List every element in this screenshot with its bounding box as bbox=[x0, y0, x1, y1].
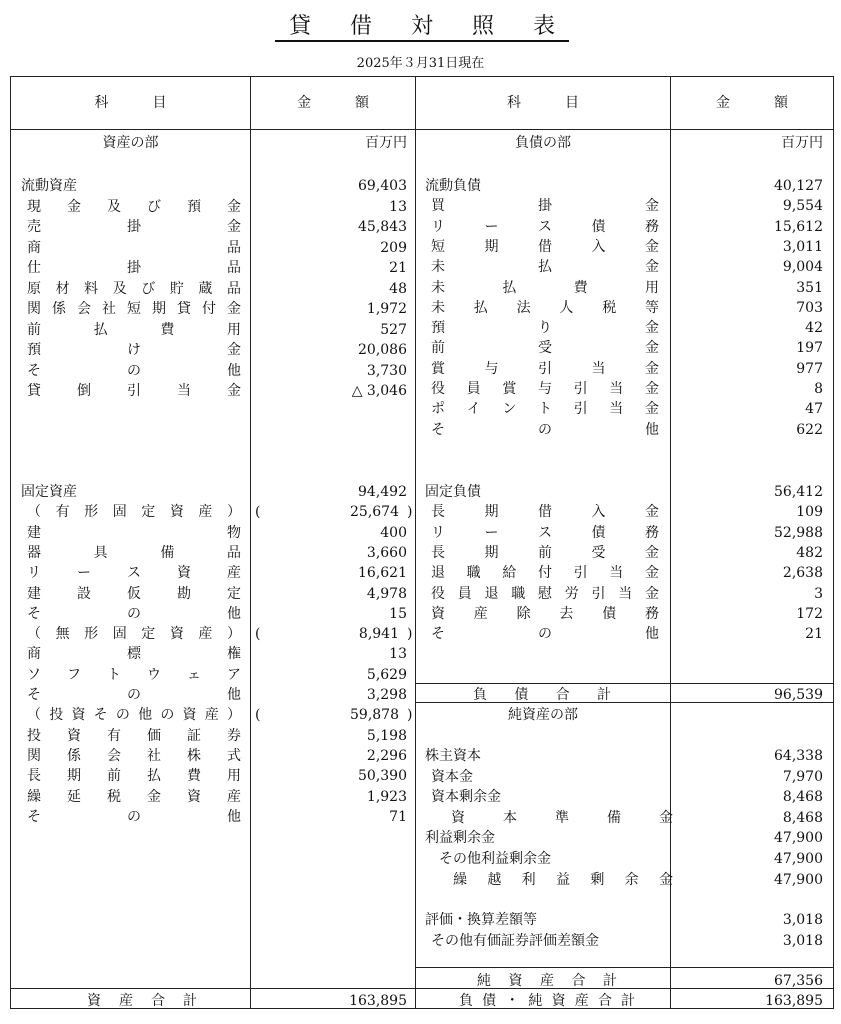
equity-item-amount: 64,338 bbox=[774, 748, 823, 764]
line-item-amount: 52,988 bbox=[774, 524, 823, 541]
line-item-amount: 13 bbox=[389, 198, 407, 215]
paren-close: ) bbox=[407, 707, 413, 724]
line-item-label: 繰 延 税 金 資 産 bbox=[27, 788, 241, 805]
line-item-label: 役 員 賞 与 引 当 金 bbox=[431, 381, 659, 397]
equity-item-amount: 7,970 bbox=[782, 769, 823, 785]
line-item-amount: 20,086 bbox=[358, 342, 407, 358]
equity-item-label: 評価・換算差額等 bbox=[425, 912, 537, 928]
line-item-amount: 48 bbox=[389, 280, 407, 297]
line-item-amount: 1,972 bbox=[366, 301, 407, 317]
subgroup-amount: 59,878 bbox=[350, 707, 399, 724]
subgroup-amount: 25,674 bbox=[350, 504, 399, 521]
line-item-amount: 21 bbox=[389, 260, 407, 276]
as-of-date: 2025年３月31日現在 bbox=[356, 56, 485, 71]
line-item-label: 長 期 前 受 金 bbox=[431, 544, 659, 561]
paren-open: ( bbox=[255, 626, 261, 643]
line-item-label: そ の 他 bbox=[27, 808, 241, 825]
line-item-label: 商 品 bbox=[27, 239, 241, 256]
line-item-amount: 13 bbox=[389, 646, 407, 663]
line-item-amount: 109 bbox=[796, 504, 823, 521]
equity-item-label: その他有価証券評価差額金 bbox=[431, 933, 599, 949]
assets-total-label: 資 産 合 計 bbox=[87, 993, 197, 1009]
document-title bbox=[275, 12, 569, 42]
title-char: 借 bbox=[349, 14, 372, 39]
equity-item-label: その他利益剰余金 bbox=[439, 851, 551, 867]
line-item-label: 未 払 法 人 税 等 bbox=[431, 299, 659, 316]
line-item-amount: 197 bbox=[796, 340, 823, 357]
title-char: 表 bbox=[532, 14, 555, 39]
subgroup-label: （ 無 形 固 定 資 産 ） bbox=[27, 626, 241, 643]
line-item-amount: △ 3,046 bbox=[351, 383, 407, 399]
line-item-label: 商 標 権 bbox=[27, 646, 241, 663]
line-item-label: 賞 与 引 当 金 bbox=[431, 360, 659, 377]
line-item-label: 関 係 会 社 株 式 bbox=[27, 747, 241, 764]
line-item-amount: 47 bbox=[805, 401, 823, 418]
line-item-amount: 3,298 bbox=[366, 687, 407, 703]
liab-total-top bbox=[415, 683, 833, 684]
category-label: 固定負債 bbox=[425, 484, 481, 500]
line-item-label: 建 物 bbox=[27, 524, 241, 541]
line-item-label: リ ー ス 債 務 bbox=[431, 218, 659, 235]
line-item-label: ソ フ ト ウ ェ ア bbox=[27, 666, 241, 683]
net-assets-total-label: 純 資 産 合 計 bbox=[477, 973, 617, 989]
line-item-amount: 172 bbox=[796, 605, 823, 622]
line-item-label: 長 期 前 払 費 用 bbox=[27, 768, 241, 785]
equity-item-amount: 3,018 bbox=[782, 912, 823, 928]
line-item-amount: 3,011 bbox=[782, 238, 823, 255]
line-item-amount: 4,978 bbox=[366, 585, 407, 602]
line-item-amount: 703 bbox=[796, 299, 823, 316]
section-assets: 資産の部 bbox=[102, 135, 159, 151]
line-item-label: そ の 他 bbox=[27, 687, 241, 703]
subgroup-label: （ 有 形 固 定 資 産 ） bbox=[27, 504, 241, 521]
line-item-amount: 209 bbox=[380, 239, 407, 256]
liabilities-total-label: 負 債 合 計 bbox=[473, 687, 611, 703]
line-item-amount: 482 bbox=[796, 544, 823, 561]
line-item-amount: 400 bbox=[380, 524, 407, 541]
line-item-amount: 5,198 bbox=[366, 727, 407, 744]
line-item-amount: 1,923 bbox=[366, 788, 407, 805]
line-item-label: リ ー ス 資 産 bbox=[27, 565, 241, 582]
category-label: 流動負債 bbox=[425, 178, 481, 194]
title-char: 貸 bbox=[289, 14, 312, 39]
title-char: 照 bbox=[471, 14, 494, 39]
line-item-label: 資 産 除 去 債 務 bbox=[431, 605, 659, 622]
subgroup-amount: 8,941 bbox=[358, 626, 399, 643]
line-item-label: 建 設 仮 勘 定 bbox=[27, 585, 241, 602]
equity-item-label: 資本金 bbox=[431, 769, 473, 785]
equity-item-amount: 47,900 bbox=[774, 830, 823, 846]
equity-item-label: 利益剰余金 bbox=[425, 830, 495, 846]
equity-item-amount: 8,468 bbox=[782, 789, 823, 805]
line-item-label: 未 払 金 bbox=[431, 259, 659, 276]
line-item-label: そ の 他 bbox=[431, 626, 659, 643]
line-item-amount: 3,660 bbox=[366, 544, 407, 561]
line-item-amount: 3,730 bbox=[366, 362, 407, 379]
equity-item-amount: 8,468 bbox=[782, 810, 823, 826]
grand-total-label: 負 債 ・ 純 資 産 合 計 bbox=[459, 993, 635, 1009]
line-item-label: 役 員 退 職 慰 労 引 当 金 bbox=[431, 585, 659, 602]
paren-open: ( bbox=[255, 504, 261, 521]
line-item-label: 短 期 借 入 金 bbox=[431, 238, 659, 255]
category-amount: 40,127 bbox=[774, 178, 823, 194]
line-item-label: ポ イ ン ト 引 当 金 bbox=[431, 401, 659, 418]
line-item-label: リ ー ス 債 務 bbox=[431, 524, 659, 541]
line-item-label: 預 け 金 bbox=[27, 342, 241, 358]
line-item-label: 投 資 有 価 証 券 bbox=[27, 727, 241, 744]
category-amount: 94,492 bbox=[358, 484, 407, 500]
line-item-amount: 21 bbox=[805, 626, 823, 643]
liabilities-total-amount: 96,539 bbox=[774, 687, 823, 703]
equity-item-label: 株主資本 bbox=[425, 748, 481, 764]
line-item-amount: 2,638 bbox=[782, 565, 823, 582]
line-item-amount: 8 bbox=[814, 381, 823, 397]
line-item-amount: 622 bbox=[796, 421, 823, 438]
subgroup-label: （ 投 資 そ の 他 の 資 産 ） bbox=[27, 707, 241, 724]
paren-close: ) bbox=[407, 504, 413, 521]
paren-open: ( bbox=[255, 707, 261, 724]
category-label: 固定資産 bbox=[21, 484, 77, 500]
line-item-label: 現 金 及 び 預 金 bbox=[27, 198, 241, 215]
unit-label: 百万円 bbox=[781, 135, 823, 151]
grand-total-amount: 163,895 bbox=[765, 993, 823, 1009]
line-item-label: 預 り 金 bbox=[431, 320, 659, 337]
line-item-amount: 977 bbox=[796, 360, 823, 377]
line-item-amount: 351 bbox=[796, 279, 823, 296]
line-item-label: 器 具 備 品 bbox=[27, 544, 241, 561]
category-label: 流動資産 bbox=[21, 178, 77, 194]
paren-close: ) bbox=[407, 626, 413, 643]
category-amount: 69,403 bbox=[358, 178, 407, 194]
category-amount: 56,412 bbox=[774, 484, 823, 500]
line-item-label: 退 職 給 付 引 当 金 bbox=[431, 565, 659, 582]
equity-total-top bbox=[415, 967, 833, 968]
line-item-label: 貸 倒 引 当 金 bbox=[27, 383, 241, 399]
header-kingaku-right: 金 額 bbox=[716, 95, 788, 111]
header-kamoku-right: 科 目 bbox=[507, 95, 579, 111]
line-item-amount: 15 bbox=[389, 605, 407, 622]
line-item-amount: 42 bbox=[805, 320, 823, 337]
line-item-amount: 45,843 bbox=[358, 219, 407, 235]
line-item-amount: 2,296 bbox=[366, 747, 407, 764]
line-item-label: 未 払 費 用 bbox=[431, 279, 659, 296]
equity-item-label: 繰 越 利 益 剰 余 金 bbox=[453, 872, 673, 888]
line-item-amount: 3 bbox=[814, 585, 823, 602]
line-item-amount: 527 bbox=[380, 321, 407, 338]
net-assets-total-amount: 67,356 bbox=[774, 973, 823, 989]
line-item-amount: 15,612 bbox=[774, 218, 823, 235]
section-net-assets: 純資産の部 bbox=[508, 707, 578, 723]
line-item-amount: 9,554 bbox=[782, 198, 823, 215]
equity-item-amount: 47,900 bbox=[774, 851, 823, 867]
balance-sheet-table bbox=[10, 76, 834, 1009]
line-item-label: 長 期 借 入 金 bbox=[431, 504, 659, 521]
assets-total-amount: 163,895 bbox=[349, 993, 407, 1009]
equity-item-label: 資 本 準 備 金 bbox=[451, 810, 673, 826]
line-item-label: 仕 掛 品 bbox=[27, 260, 241, 276]
line-item-amount: 5,629 bbox=[366, 666, 407, 683]
line-item-label: そ の 他 bbox=[27, 362, 241, 379]
section-liabilities: 負債の部 bbox=[515, 135, 571, 151]
column-divider bbox=[415, 77, 416, 1008]
line-item-amount: 50,390 bbox=[358, 768, 407, 785]
line-item-amount: 71 bbox=[389, 808, 407, 825]
line-item-label: 買 掛 金 bbox=[431, 198, 659, 215]
line-item-label: そ の 他 bbox=[27, 605, 241, 622]
line-item-label: 売 掛 金 bbox=[27, 219, 241, 235]
line-item-amount: 16,621 bbox=[358, 565, 407, 582]
line-item-label: 原 材 料 及 び 貯 蔵 品 bbox=[27, 280, 241, 297]
header-kingaku-left: 金 額 bbox=[297, 95, 369, 111]
equity-item-amount: 47,900 bbox=[774, 872, 823, 888]
title-char: 対 bbox=[410, 14, 433, 39]
line-item-label: 前 払 費 用 bbox=[27, 321, 241, 338]
line-item-label: 関 係 会 社 短 期 貸 付 金 bbox=[27, 301, 241, 317]
line-item-label: そ の 他 bbox=[431, 421, 659, 438]
equity-item-amount: 3,018 bbox=[782, 933, 823, 949]
unit-label: 百万円 bbox=[365, 135, 407, 151]
line-item-label: 前 受 金 bbox=[431, 340, 659, 357]
header-divider bbox=[11, 129, 833, 130]
line-item-amount: 9,004 bbox=[782, 259, 823, 276]
header-kamoku-left: 科 目 bbox=[94, 95, 167, 111]
equity-item-label: 資本剰余金 bbox=[431, 789, 501, 805]
